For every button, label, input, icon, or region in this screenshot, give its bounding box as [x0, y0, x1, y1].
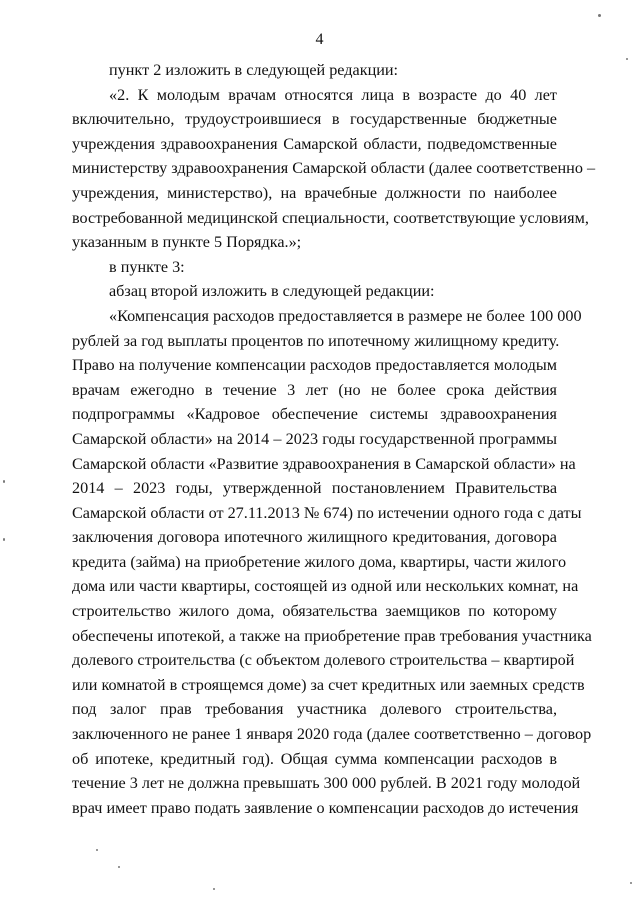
text-line: или комнатой в строящемся доме) за счет кредитных или заемных средств	[72, 675, 585, 694]
scan-speck	[213, 888, 215, 890]
text-line: врач имеет право подать заявление о компенсации расходов до истечения	[72, 798, 579, 817]
text-line: 2014 – 2023 годы, утвержденной постановлением Правительства	[72, 479, 557, 498]
text-line: долевого строительства (с объектом долевого строительства – квартирой	[72, 651, 575, 670]
text-line: рублей за год выплаты процентов по ипотечному жилищному кредиту.	[72, 331, 560, 350]
text-line: пункт 2 изложить в следующей редакции:	[109, 61, 399, 79]
text-line: строительство жилого дома, обязательства заемщиков по которому	[72, 602, 557, 621]
text-line: указанным в пункте 5 Порядка.»;	[72, 233, 302, 252]
scan-speck	[3, 480, 5, 483]
text-line: министерству здравоохранения Самарской области (далее соответственно –	[72, 159, 596, 178]
scan-speck	[598, 14, 601, 17]
text-line: обеспечены ипотекой, а также на приобретение прав требования участника	[72, 626, 592, 645]
text-line: врачам ежегодно в течение 3 лет (но не более срока действия	[72, 380, 557, 399]
text-line: течение 3 лет не должна превышать 300 000 рублей. В 2021 году молодой	[72, 774, 581, 793]
scan-speck	[630, 882, 632, 884]
text-line: под залог прав требования участника долевого строительства,	[72, 700, 557, 719]
text-line: Право на получение компенсации расходов предоставляется молодым	[72, 356, 557, 375]
scan-speck	[118, 866, 120, 868]
text-line: в пункте 3:	[109, 257, 185, 276]
page-number: 4	[315, 31, 324, 48]
scan-speck	[626, 58, 628, 60]
text-line: «Компенсация расходов предоставляется в размере не более 100 000	[109, 306, 582, 325]
text-line: Самарской области» на 2014 – 2023 годы государственной программы	[72, 429, 557, 448]
text-line: включительно, трудоустроившиеся в государственные бюджетные	[72, 110, 557, 129]
text-line: заключенного не ранее 1 января 2020 года (далее соответственно – договор	[72, 725, 592, 744]
text-line: подпрограммы «Кадровое обеспечение системы здравоохранения	[72, 405, 557, 424]
text-line: востребованной медицинской специальности, соответствующие условиям,	[72, 208, 589, 227]
scan-speck	[96, 849, 98, 851]
text-line: учреждения, министерство), на врачебные должности по наиболее	[72, 183, 557, 202]
text-line: «2. К молодым врачам относятся лица в возрасте до 40 лет	[109, 85, 557, 104]
text-line: Самарской области от 27.11.2013 № 674) по истечении одного года с даты	[72, 503, 582, 522]
text-line: кредита (займа) на приобретение жилого дома, квартиры, части жилого	[72, 552, 567, 571]
document-body	[72, 58, 596, 820]
text-line: учреждения здравоохранения Самарской области, подведомственные	[72, 134, 557, 153]
text-line: об ипотеке, кредитный год). Общая сумма компенсации расходов в	[72, 749, 557, 768]
text-line: Самарской области «Развитие здравоохранения в Самарской области» на	[72, 454, 576, 473]
text-line: дома или части квартиры, состоящей из одной или нескольких комнат, на	[72, 577, 579, 596]
text-line: заключения договора ипотечного жилищного кредитования, договора	[72, 528, 557, 547]
text-line: абзац второй изложить в следующей редакции:	[109, 282, 435, 301]
scan-speck	[3, 538, 5, 541]
